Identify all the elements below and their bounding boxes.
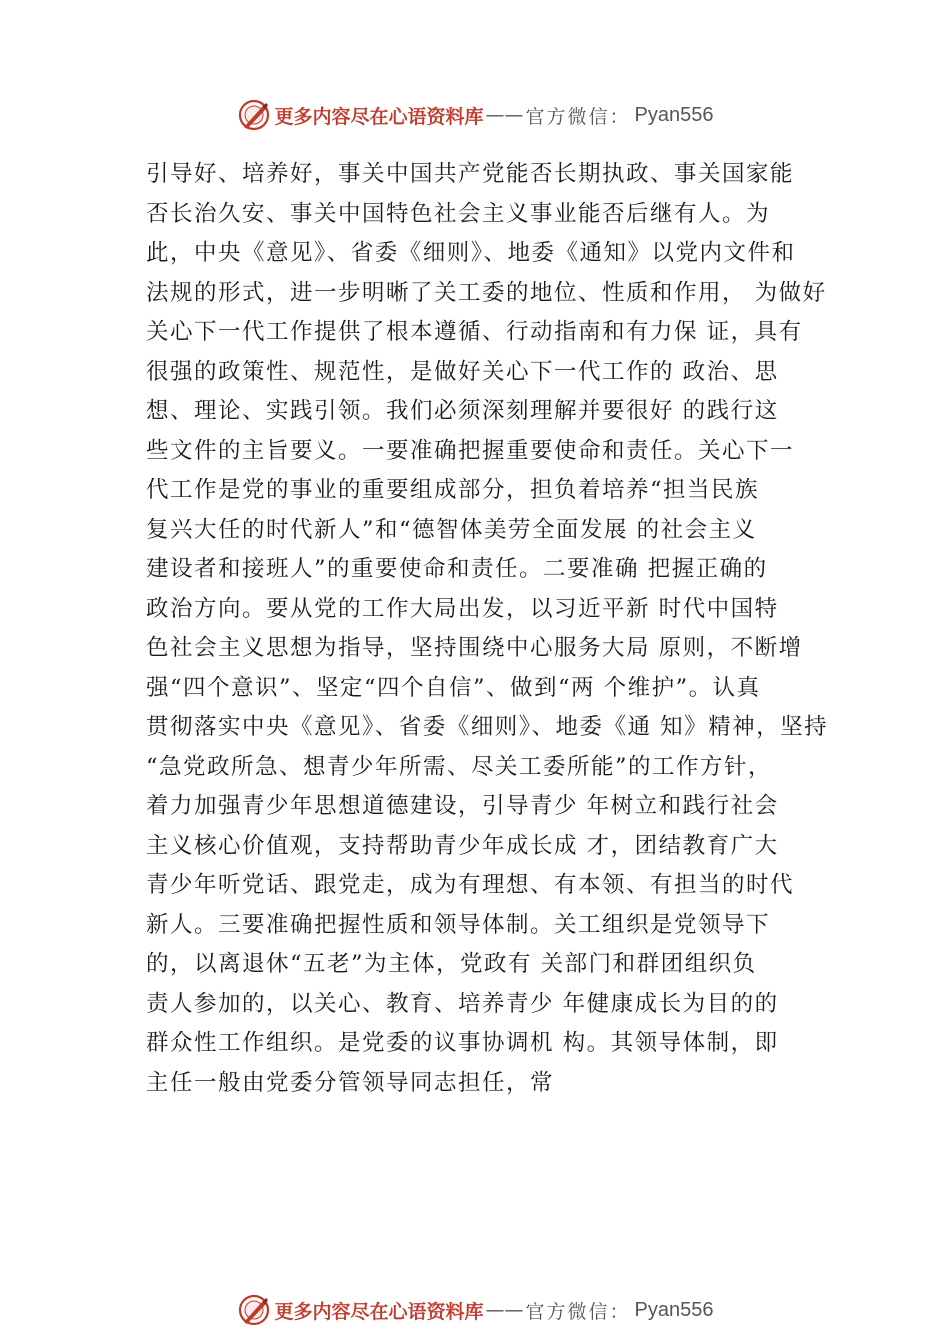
document-body xyxy=(146,155,836,1103)
footer-separator: —— xyxy=(485,1299,524,1321)
body-line: 些文件的主旨要义。一要准确把握重要使命和责任。关心下一 xyxy=(146,437,795,464)
body-line: 青少年听党话、跟党走，成为有理想、有本领、有担当的时代 xyxy=(146,872,795,898)
pen-logo-icon xyxy=(237,98,271,132)
body-line: 复兴大任的时代新人”和“德智体美劳全面发展 的社会主义 xyxy=(146,516,757,543)
header-channel-label: 官方微信： xyxy=(525,105,631,128)
body-line: 代工作是党的事业的重要组成部分，担负着培养“担当民族 xyxy=(146,477,760,503)
body-line: 关心下一代工作提供了根本遵循、行动指南和有力保 证，具有 xyxy=(146,319,803,345)
body-line: 建设者和接班人”的重要使命和责任。二要准确 把握正确的 xyxy=(146,556,768,582)
footer-brand-text: 更多内容尽在心语资料库 xyxy=(274,1300,484,1323)
body-line: 色社会主义思想为指导，坚持围绕中心服务大局 原则，不断增 xyxy=(146,635,803,661)
body-line: 否长治久安、事关中国特色社会主义事业能否后继有人。为 xyxy=(146,200,771,227)
body-line: 法规的形式，进一步明晰了关工委的地位、性质和作用， 为做好 xyxy=(146,279,827,306)
footer-channel-label: 官方微信： xyxy=(525,1300,631,1323)
body-line: 政治方向。要从党的工作大局出发，以习近平新 时代中国特 xyxy=(146,595,779,622)
header-brand-text: 更多内容尽在心语资料库 xyxy=(274,105,484,128)
body-line: 责人参加的，以关心、教育、培养青少 年健康成长为目的的 xyxy=(146,990,779,1017)
body-line: “急党政所急、想青少年所需、尽关工委所能”的工作方针， xyxy=(146,753,773,780)
body-line: 着力加强青少年思想道德建设，引导青少 年树立和践行社会 xyxy=(146,793,779,819)
body-line: 想、理论、实践引领。我们必须深刻理解并要很好 的践行这 xyxy=(146,398,779,424)
body-line: 引导好、培养好，事关中国共产党能否长期执政、事关国家能 xyxy=(146,161,795,187)
body-line: 主义核心价值观，支持帮助青少年成长成 才，团结教育广大 xyxy=(146,832,779,859)
body-line: 很强的政策性、规范性，是做好关心下一代工作的 政治、思 xyxy=(146,358,779,385)
header-wechat-id: Pyan556 xyxy=(634,103,714,126)
pen-logo-icon xyxy=(237,1293,271,1327)
body-line: 的，以离退休“五老”为主体，党政有 关部门和群团组织负 xyxy=(146,951,757,977)
body-line: 新人。三要准确把握性质和领导体制。关工组织是党领导下 xyxy=(146,911,771,938)
footer-wechat-id: Pyan556 xyxy=(634,1298,714,1321)
header-separator: —— xyxy=(485,104,524,126)
body-line: 贯彻落实中央《意见》、省委《细则》、地委《通 知》精神，坚持 xyxy=(146,714,829,740)
body-line: 强“四个意识”、坚定“四个自信”、做到“两 个维护”。认真 xyxy=(146,674,761,701)
page-footer-banner xyxy=(0,1290,950,1330)
body-line: 主任一般由党委分管领导同志担任，常 xyxy=(146,1069,555,1096)
body-line: 群众性工作组织。是党委的议事协调机 构。其领导体制，即 xyxy=(146,1030,779,1056)
page-header-banner xyxy=(0,95,950,135)
body-line: 此，中央《意见》、省委《细则》、地委《通知》以党内文件和 xyxy=(146,240,796,266)
